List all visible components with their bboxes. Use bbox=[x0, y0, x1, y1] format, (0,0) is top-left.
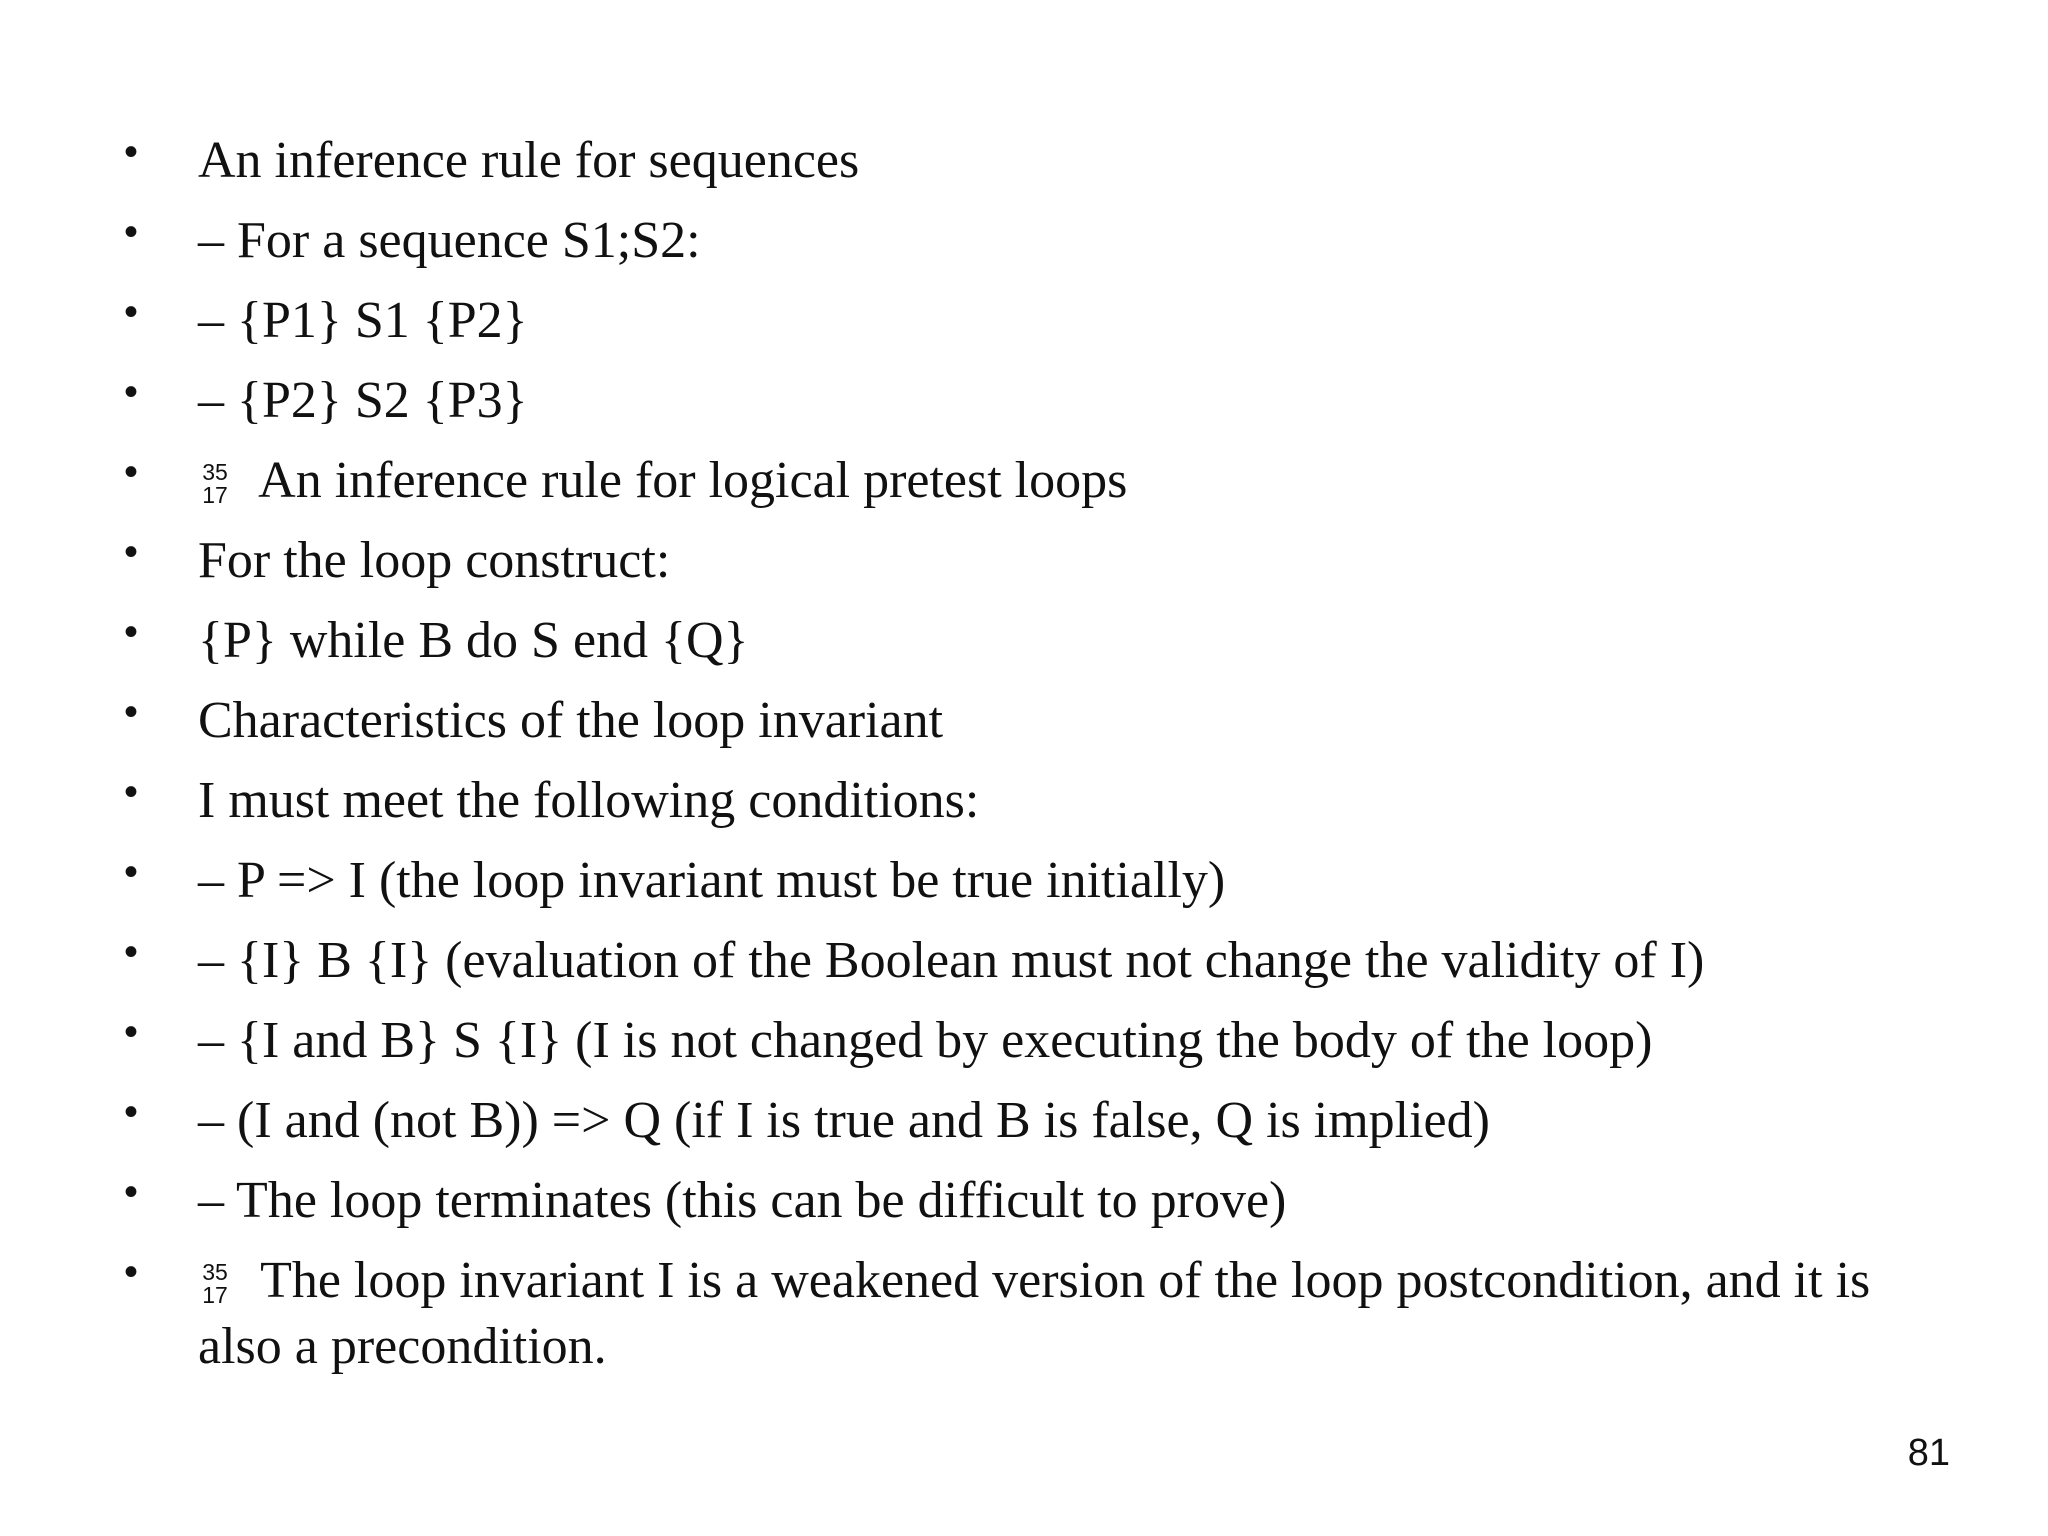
bullet-text: {P} while B do S end {Q} bbox=[198, 612, 749, 669]
bullet-icon: • bbox=[124, 850, 139, 894]
bullet-icon: • bbox=[124, 370, 139, 414]
bullet-icon: • bbox=[124, 530, 139, 574]
bullet-item-4 bbox=[120, 368, 1940, 433]
bullet-icon: • bbox=[124, 290, 139, 334]
bullet-item-15 bbox=[120, 1248, 1940, 1380]
bullet-item-14 bbox=[120, 1168, 1940, 1233]
bullet-item-5 bbox=[120, 448, 1940, 513]
bullet-item-2 bbox=[120, 208, 1940, 273]
bullet-icon: • bbox=[124, 130, 139, 174]
bullet-item-13 bbox=[120, 1088, 1940, 1153]
bullet-text: For the loop construct: bbox=[198, 532, 671, 589]
bullet-text: An inference rule for sequences bbox=[198, 132, 860, 189]
fraction-marker-icon bbox=[198, 1261, 232, 1307]
bullet-text: Characteristics of the loop invariant bbox=[198, 692, 944, 749]
bullet-text: – For a sequence S1;S2: bbox=[198, 212, 701, 269]
bullet-item-10 bbox=[120, 848, 1940, 913]
bullet-item-8 bbox=[120, 688, 1940, 753]
bullet-text: I must meet the following conditions: bbox=[198, 772, 980, 829]
bullet-icon: • bbox=[124, 690, 139, 734]
bullet-item-3 bbox=[120, 288, 1940, 353]
fraction-marker-icon bbox=[198, 461, 232, 507]
bullet-text: – {P1} S1 {P2} bbox=[198, 292, 528, 349]
bullet-item-6 bbox=[120, 528, 1940, 593]
page-number: 81 bbox=[1907, 1432, 1950, 1474]
bullet-text: The loop invariant I is a weakened version of the loop postcondition, and it is also a precondition. bbox=[198, 1252, 1871, 1375]
bullet-item-1 bbox=[120, 128, 1940, 193]
fraction-marker-bottom: 17 bbox=[202, 1282, 228, 1308]
bullet-icon: • bbox=[124, 450, 139, 494]
bullet-item-9 bbox=[120, 768, 1940, 833]
bullet-text: – The loop terminates (this can be difficult to prove) bbox=[198, 1172, 1287, 1229]
bullet-list bbox=[120, 128, 1940, 1395]
bullet-icon: • bbox=[124, 930, 139, 974]
fraction-marker-top: 35 bbox=[202, 1259, 228, 1285]
bullet-text: – {I and B} S {I} (I is not changed by executing the body of the loop) bbox=[198, 1012, 1653, 1069]
bullet-icon: • bbox=[124, 1250, 139, 1294]
bullet-icon: • bbox=[124, 770, 139, 814]
bullet-icon: • bbox=[124, 1170, 139, 1214]
bullet-item-7 bbox=[120, 608, 1940, 673]
bullet-icon: • bbox=[124, 610, 139, 654]
bullet-icon: • bbox=[124, 1090, 139, 1134]
bullet-text: – {P2} S2 {P3} bbox=[198, 372, 528, 429]
bullet-text: An inference rule for logical pretest loops bbox=[258, 452, 1128, 509]
bullet-text: – (I and (not B)) => Q (if I is true and B is false, Q is implied) bbox=[198, 1092, 1490, 1149]
fraction-marker-bottom: 17 bbox=[202, 482, 228, 508]
bullet-item-11 bbox=[120, 928, 1940, 993]
bullet-icon: • bbox=[124, 210, 139, 254]
bullet-icon: • bbox=[124, 1010, 139, 1054]
bullet-text: – {I} B {I} (evaluation of the Boolean must not change the validity of I) bbox=[198, 932, 1705, 989]
fraction-marker-top: 35 bbox=[202, 459, 228, 485]
bullet-text: – P => I (the loop invariant must be true initially) bbox=[198, 852, 1226, 909]
bullet-item-12 bbox=[120, 1008, 1940, 1073]
